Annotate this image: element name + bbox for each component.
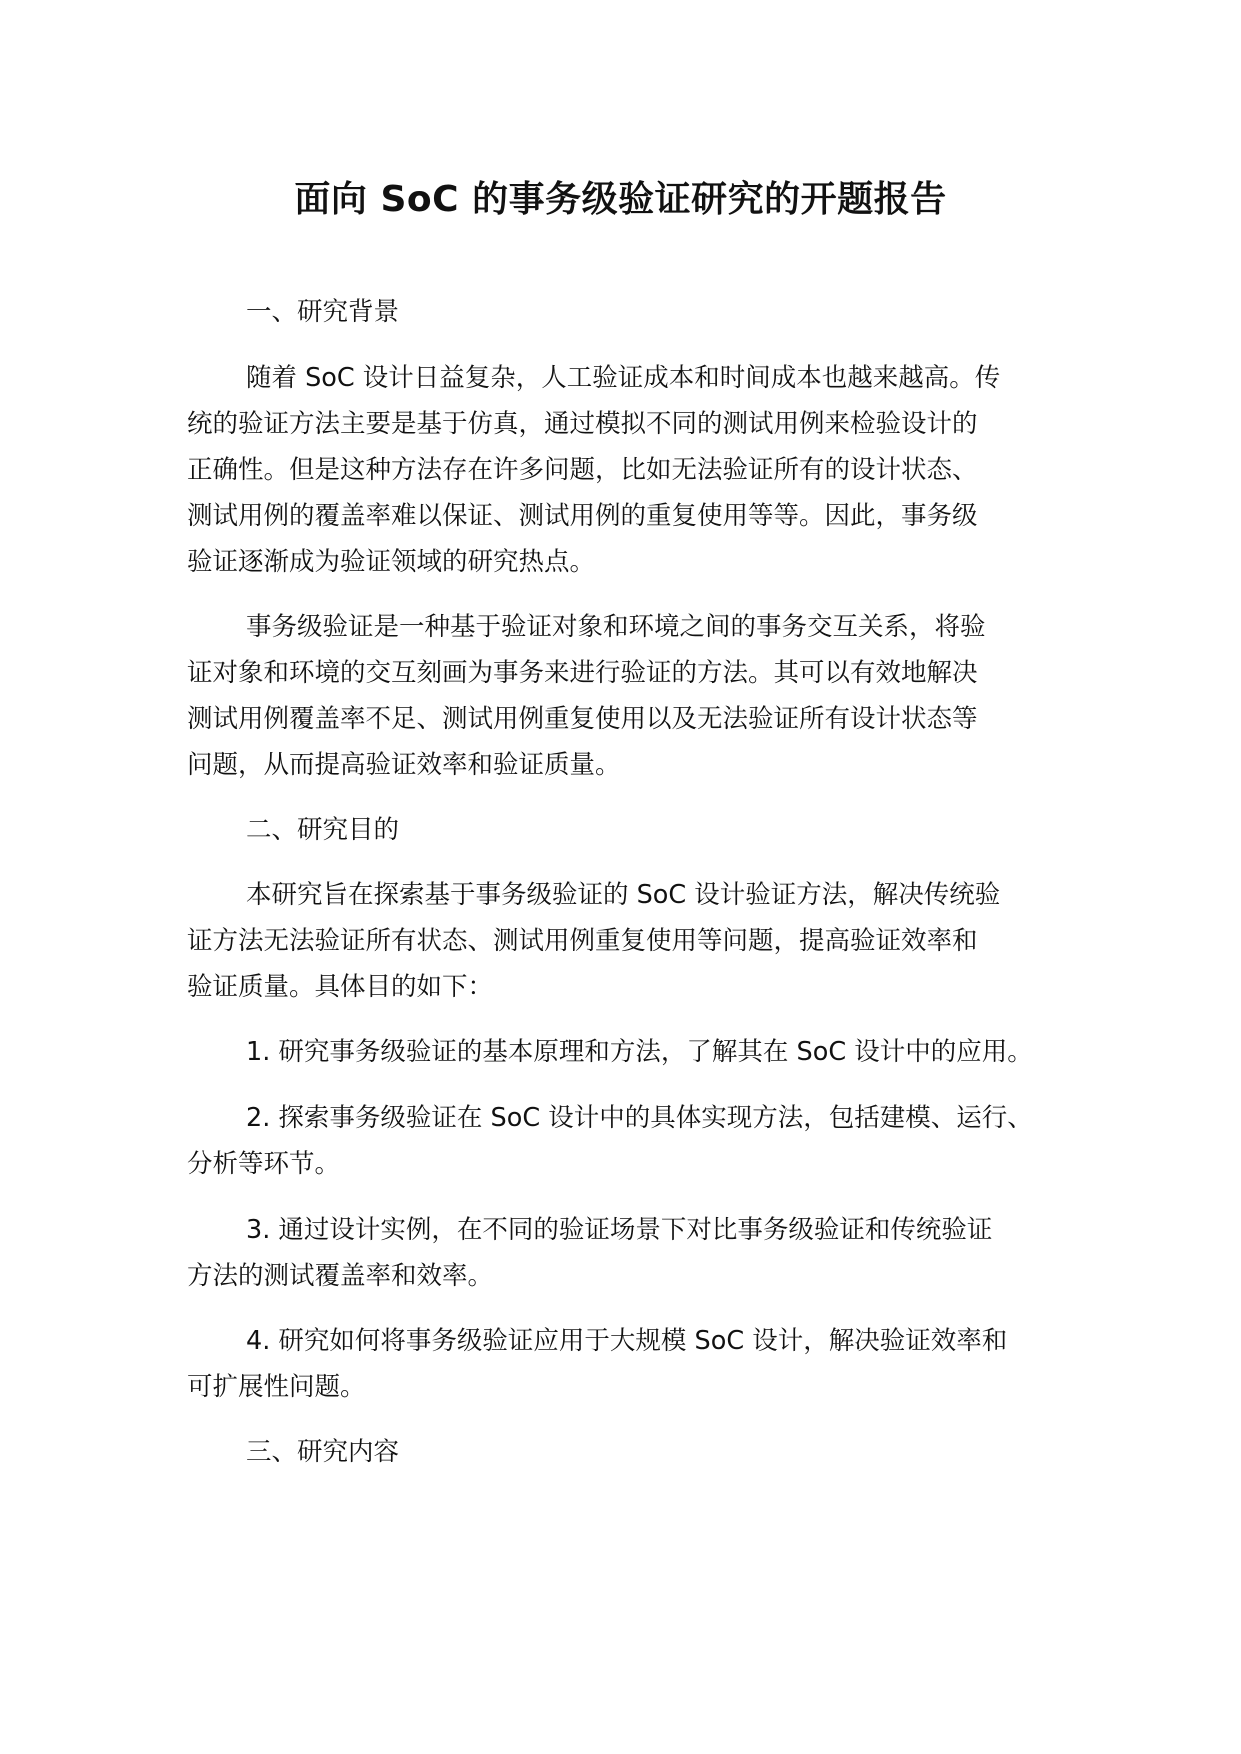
paragraph-line: 本研究旨在探索基于事务级验证的 SoC 设计验证方法，解决传统验 bbox=[246, 880, 1001, 910]
section-heading-content: 三、研究内容 bbox=[246, 1437, 400, 1467]
section-heading-background: 一、研究背景 bbox=[246, 297, 400, 327]
paragraph-line: 随着 SoC 设计日益复杂，人工验证成本和时间成本也越来越高。传 bbox=[246, 363, 1001, 393]
paragraph-line: 事务级验证是一种基于验证对象和环境之间的事务交互关系，将验 bbox=[246, 612, 986, 642]
paragraph-line: 证方法无法验证所有状态、测试用例重复使用等问题，提高验证效率和 bbox=[187, 926, 978, 956]
list-item-3: 3. 通过设计实例，在不同的验证场景下对比事务级验证和传统验证 bbox=[246, 1215, 993, 1245]
paragraph-line: 验证逐渐成为验证领域的研究热点。 bbox=[187, 547, 596, 577]
list-item-4-continuation: 可扩展性问题。 bbox=[187, 1372, 366, 1402]
paragraph-line: 正确性。但是这种方法存在许多问题，比如无法验证所有的设计状态、 bbox=[187, 455, 978, 485]
document-title: 面向 SoC 的事务级验证研究的开题报告 bbox=[294, 179, 947, 220]
paragraph-line: 测试用例覆盖率不足、测试用例重复使用以及无法验证所有设计状态等 bbox=[187, 704, 978, 734]
list-item-2: 2. 探索事务级验证在 SoC 设计中的具体实现方法，包括建模、运行、 bbox=[246, 1103, 1033, 1133]
paragraph-line: 验证质量。具体目的如下： bbox=[187, 972, 494, 1002]
section-heading-purpose: 二、研究目的 bbox=[246, 815, 400, 845]
paragraph-line: 测试用例的覆盖率难以保证、测试用例的重复使用等等。因此，事务级 bbox=[187, 501, 978, 531]
paragraph-line: 证对象和环境的交互刻画为事务来进行验证的方法。其可以有效地解决 bbox=[187, 658, 978, 688]
list-item-4: 4. 研究如何将事务级验证应用于大规模 SoC 设计，解决验证效率和 bbox=[246, 1326, 1008, 1356]
paragraph-line: 统的验证方法主要是基于仿真，通过模拟不同的测试用例来检验设计的 bbox=[187, 409, 978, 439]
list-item-2-continuation: 分析等环节。 bbox=[187, 1149, 341, 1179]
list-item-3-continuation: 方法的测试覆盖率和效率。 bbox=[187, 1261, 494, 1291]
paragraph-line: 问题，从而提高验证效率和验证质量。 bbox=[187, 750, 621, 780]
list-item-1: 1. 研究事务级验证的基本原理和方法，了解其在 SoC 设计中的应用。 bbox=[246, 1037, 1033, 1067]
